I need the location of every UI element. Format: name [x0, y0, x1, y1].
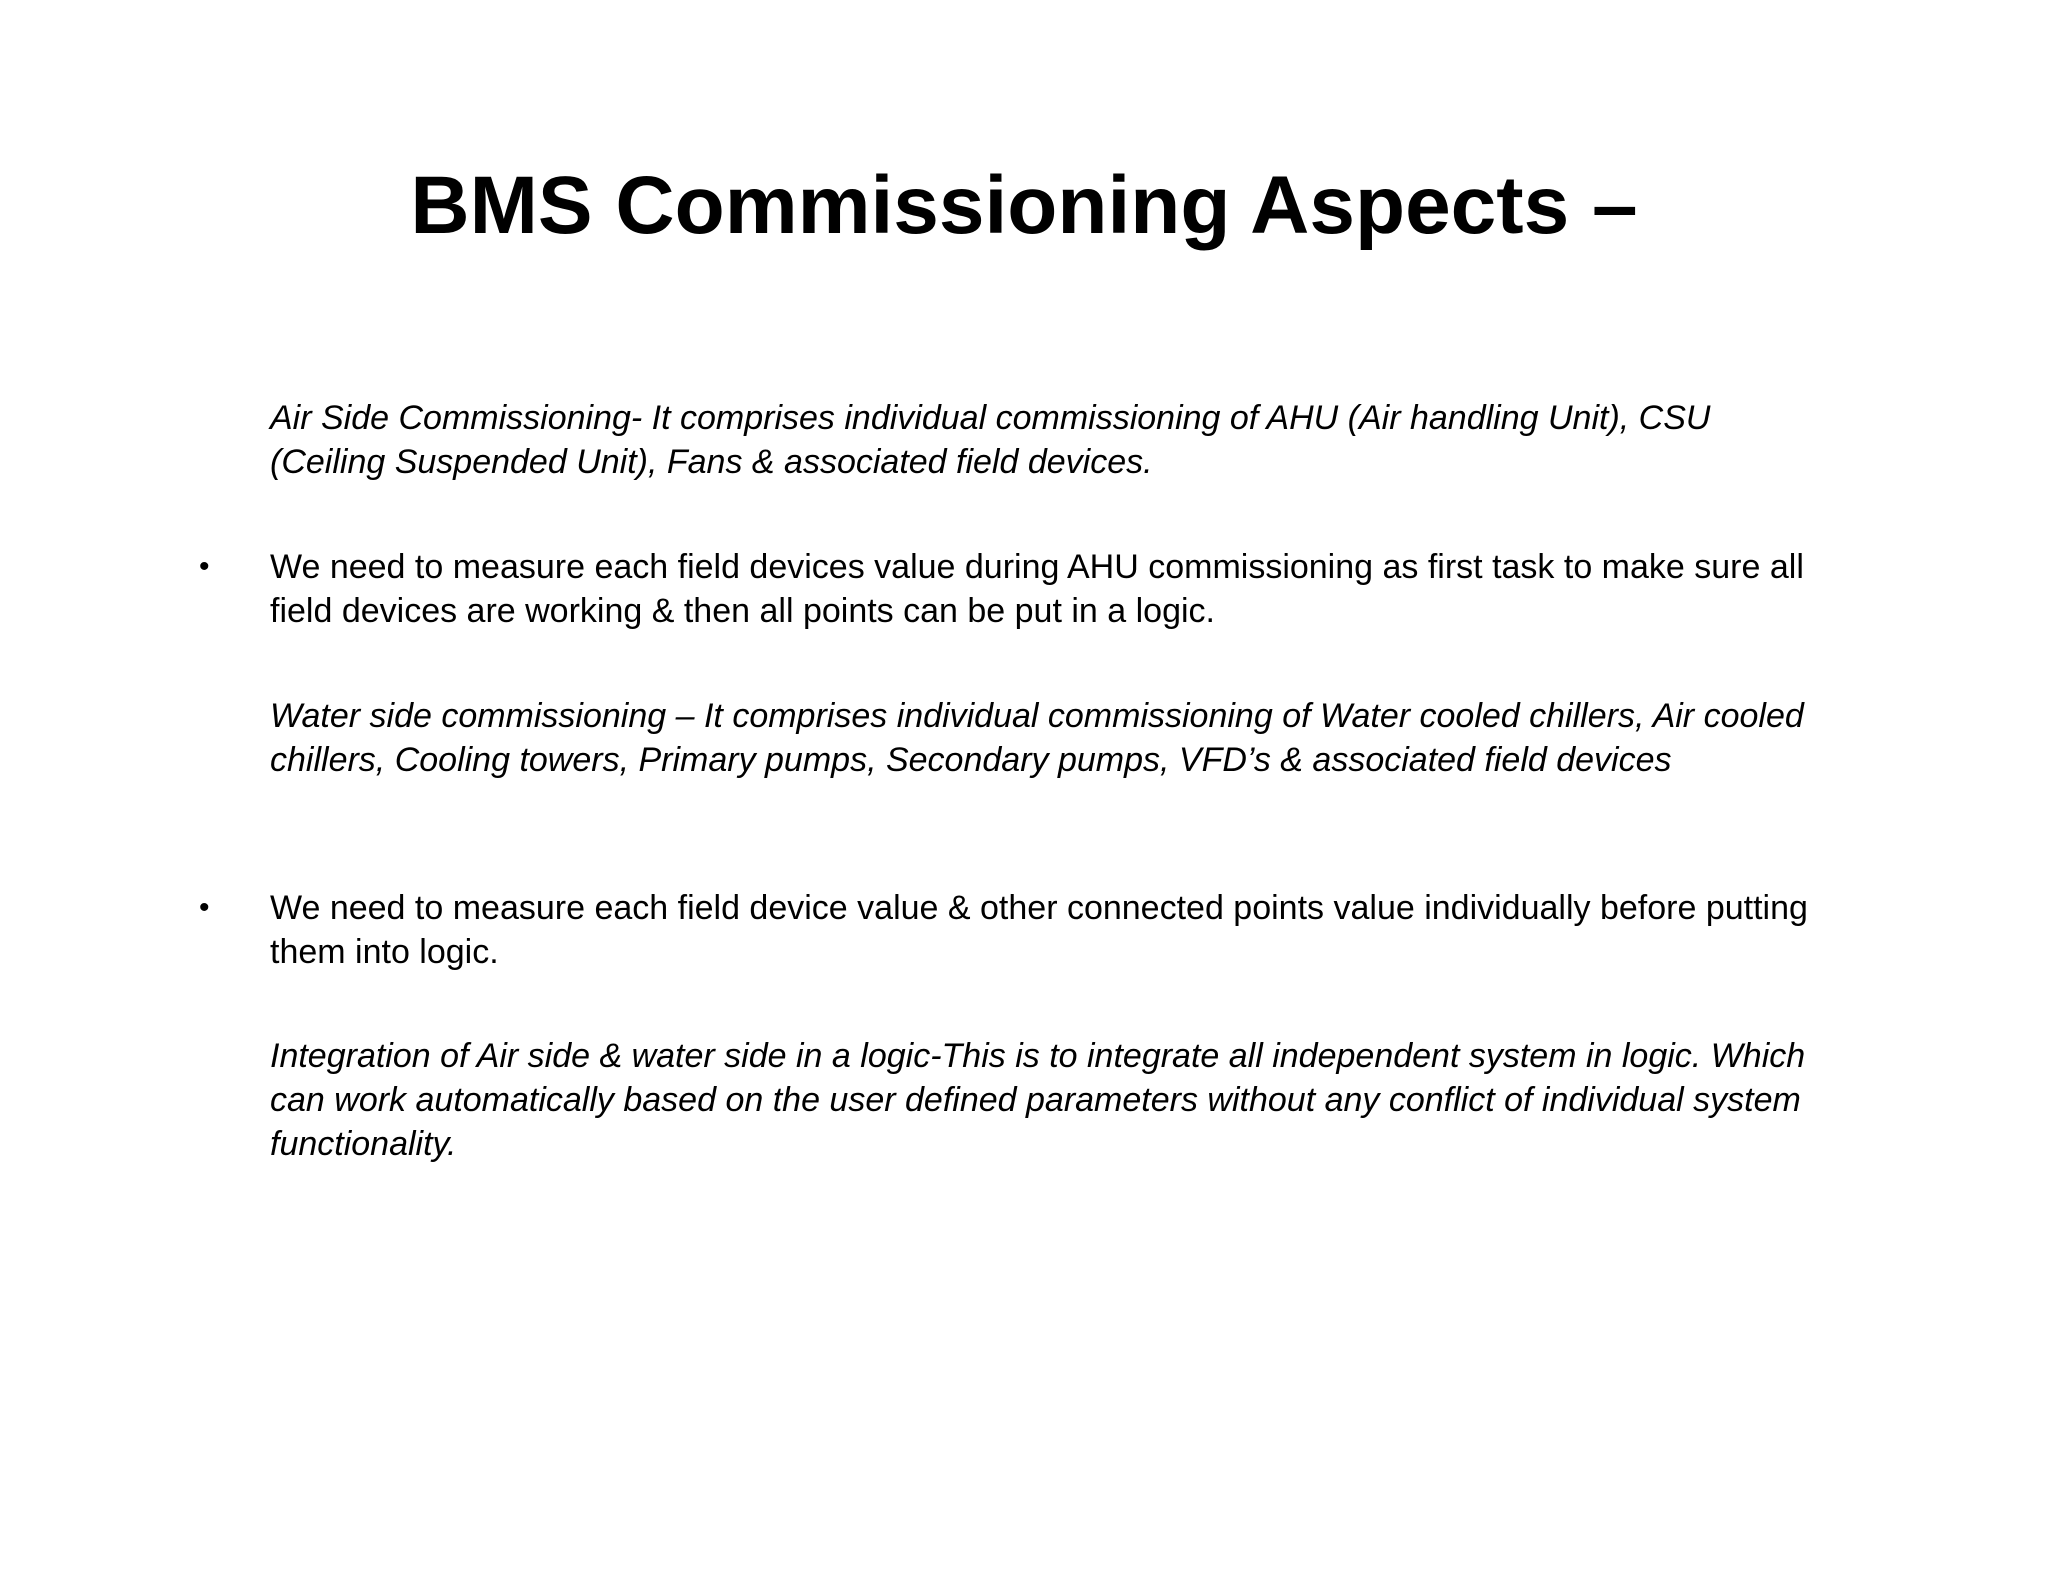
slide-title: BMS Commissioning Aspects – [410, 160, 1638, 251]
integration-heading: Integration of Air side & water side in a logic-This is to integrate all independent system in logic. Which can work automatically based on the user defined parameters without any conflict of individual system functionality. [270, 1037, 1806, 1163]
air-side-heading: Air Side Commissioning- It comprises individual commissioning of AHU (Air handling Unit), CSU (Ceiling Suspended Unit), Fans & associated field devices. [270, 399, 1711, 481]
water-side-bullet-text: We need to measure each field device value & other connected points value individually before putting them into logic. [270, 889, 1808, 971]
bullet-marker: • [199, 891, 210, 924]
water-side-heading: Water side commissioning – It comprises individual commissioning of Water cooled chillers, Air cooled chillers, Cooling towers, Primary pumps, Secondary pumps, VFD’s & associated field devices [270, 697, 1804, 779]
air-side-bullet-text: We need to measure each field devices value during AHU commissioning as first task to make sure all field devices are working & then all points can be put in a logic. [270, 548, 1804, 630]
bullet-marker: • [199, 550, 210, 583]
